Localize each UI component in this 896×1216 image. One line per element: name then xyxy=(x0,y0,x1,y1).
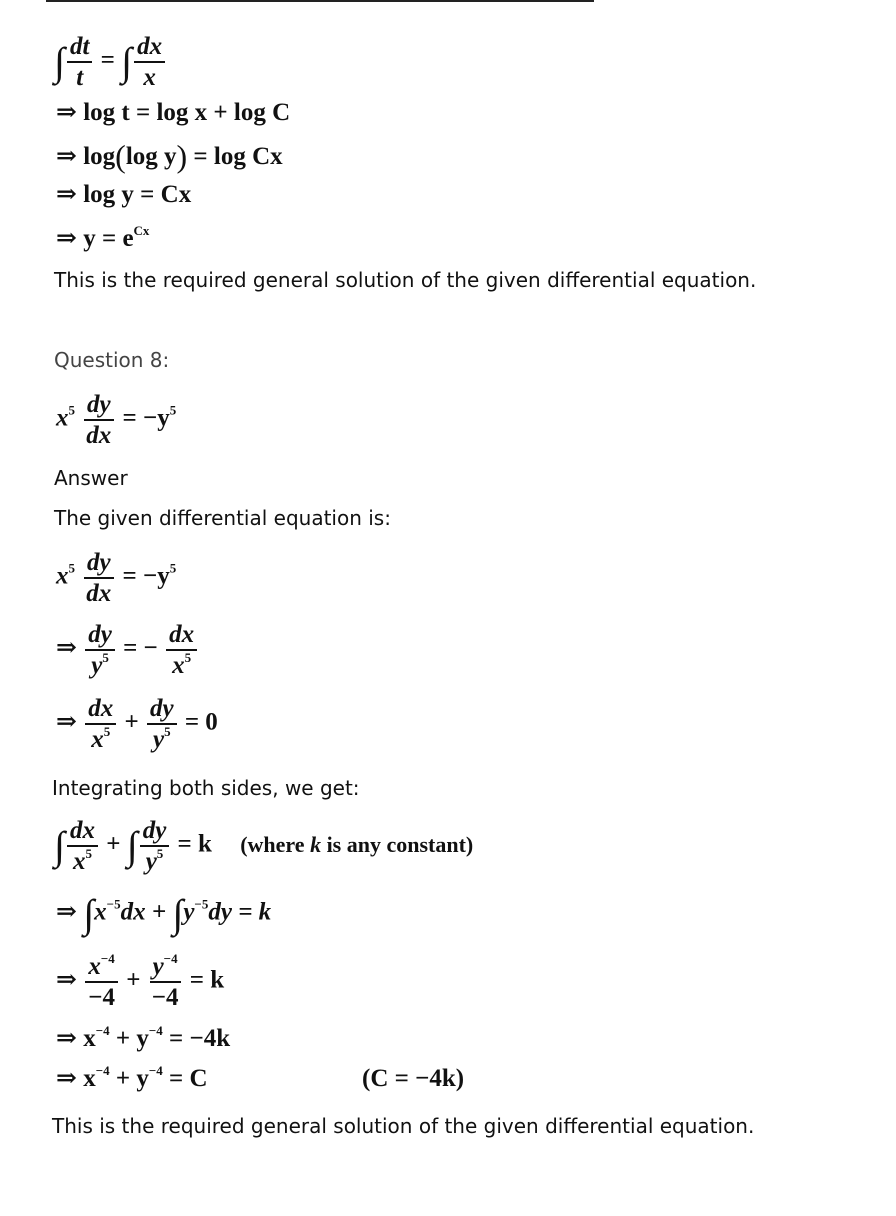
integral-line-5 xyxy=(56,1063,208,1092)
i1-dy: dy xyxy=(142,817,167,844)
i1-x-power: 5 xyxy=(85,846,92,861)
i2-y-power: −5 xyxy=(194,896,209,912)
i5-pow2: −4 xyxy=(148,1063,163,1078)
implies-arrow: ⇒ xyxy=(56,898,77,926)
a-dy-dx-fraction xyxy=(83,550,114,606)
e2-dy: dy xyxy=(88,621,112,648)
denominator-x: x xyxy=(143,64,156,91)
constant-definition: (C = −4k) xyxy=(362,1065,465,1092)
dx-over-x5 xyxy=(166,622,197,678)
integrating-text: Integrating both sides, we get: xyxy=(52,776,360,800)
top-border xyxy=(46,0,594,2)
close-paren: ) xyxy=(176,138,188,174)
fraction-dt-over-t xyxy=(67,34,92,90)
answer-intro: The given differential equation is: xyxy=(54,506,391,530)
integral-sign: ∫ xyxy=(54,39,65,84)
a-x: x xyxy=(56,562,69,590)
dy-over-y5 xyxy=(85,622,115,678)
i2-y: y xyxy=(183,898,195,926)
e2-y: y xyxy=(91,652,103,679)
a-x-power: 5 xyxy=(68,560,75,576)
integral-sign: ∫ xyxy=(172,891,184,936)
dy-over-y5 xyxy=(140,818,170,874)
exp-base: ⇒ y = e xyxy=(56,225,134,252)
plus-sign: + xyxy=(106,830,121,858)
log-step-2 xyxy=(56,140,283,172)
q-rhs-power: 5 xyxy=(169,402,177,418)
i1-dx: dx xyxy=(69,817,95,844)
a-dy: dy xyxy=(86,549,111,576)
conclusion-text-1: This is the required general solution of the given differential equation. xyxy=(54,268,757,292)
integral-line-3 xyxy=(56,951,225,1011)
numerator-dx: dx xyxy=(137,33,163,60)
note-a: (where xyxy=(240,831,311,857)
plus-sign: + xyxy=(126,966,141,994)
i4-b: + y xyxy=(109,1025,149,1052)
i4-pow2: −4 xyxy=(148,1023,163,1038)
i4-a: ⇒ x xyxy=(56,1025,96,1052)
answer-equation-3 xyxy=(56,696,218,752)
q-x-power: 5 xyxy=(68,402,75,418)
q-dy: dy xyxy=(86,391,111,418)
note-b: is any constant) xyxy=(321,831,474,857)
e2-x: x xyxy=(172,652,185,679)
question-equation xyxy=(56,392,176,448)
integral-line-4 xyxy=(56,1023,231,1052)
open-paren: ( xyxy=(115,138,126,174)
i1-y: y xyxy=(145,848,157,875)
i1-y-power: 5 xyxy=(156,846,164,861)
i4-c: = −4k xyxy=(162,1025,231,1052)
integral-sign: ∫ xyxy=(54,823,65,868)
i3-x-power: −4 xyxy=(100,951,115,966)
q-rhs: = −y xyxy=(122,404,170,432)
i3-y-power: −4 xyxy=(163,951,178,966)
integral-sign: ∫ xyxy=(126,823,138,868)
log-step-3: ⇒ log y = Cx xyxy=(56,181,192,208)
a-rhs: = −y xyxy=(122,562,170,590)
i5-pow1: −4 xyxy=(95,1063,110,1078)
fraction-dx-over-x xyxy=(134,34,165,90)
i3-den1: −4 xyxy=(88,984,115,1011)
exp-power: Cx xyxy=(133,223,150,238)
x-power-over-neg4 xyxy=(85,951,118,1011)
answer-label: Answer xyxy=(54,466,128,490)
integral-line-2 xyxy=(56,891,272,936)
e3-y-power: 5 xyxy=(164,724,171,739)
a-dx: dx xyxy=(86,580,112,607)
equals-sign: = xyxy=(100,46,115,74)
q-dy-dx-fraction xyxy=(83,392,114,448)
i3-y: y xyxy=(152,953,164,980)
i2-x: x xyxy=(94,898,107,926)
y-power-over-neg4 xyxy=(149,951,182,1011)
i5-c: = C xyxy=(162,1065,208,1092)
q-dx: dx xyxy=(86,422,112,449)
dx-over-x5 xyxy=(67,818,98,874)
i1-rhs: = k xyxy=(177,830,212,858)
i2-dx: dx + xyxy=(120,898,167,926)
e3-dx: dx xyxy=(88,695,114,722)
note-k: k xyxy=(310,831,322,857)
dy-over-y5 xyxy=(147,696,177,752)
implies-arrow: ⇒ xyxy=(56,966,77,994)
e2-x-power: 5 xyxy=(184,650,192,665)
log-prefix: ⇒ log xyxy=(56,143,116,170)
integral-sign: ∫ xyxy=(83,891,95,936)
i3-den2: −4 xyxy=(151,984,179,1011)
constant-note xyxy=(240,832,473,857)
q-x: x xyxy=(56,404,69,432)
e2-mid: = − xyxy=(123,634,158,662)
denominator-t: t xyxy=(76,64,84,91)
i3-rhs: = k xyxy=(189,966,225,994)
plus-sign: + xyxy=(124,708,139,736)
exp-solution xyxy=(56,223,150,252)
question-heading: Question 8: xyxy=(54,348,170,372)
i2-dy: dy = k xyxy=(208,898,272,926)
conclusion-text-2: This is the required general solution of the given differential equation. xyxy=(52,1114,755,1138)
e2-y-power: 5 xyxy=(102,650,109,665)
e2-dx: dx xyxy=(169,621,195,648)
i5-a: ⇒ x xyxy=(56,1065,96,1092)
a-rhs-power: 5 xyxy=(169,560,177,576)
e3-x-power: 5 xyxy=(103,724,111,739)
dx-over-x5 xyxy=(85,696,116,752)
i5-b: + y xyxy=(109,1065,149,1092)
implies-arrow: ⇒ xyxy=(56,708,77,736)
e3-x: x xyxy=(91,726,104,753)
integral-equation-line xyxy=(54,34,167,90)
i4-pow1: −4 xyxy=(95,1023,110,1038)
i3-x: x xyxy=(88,953,101,980)
log-step-1: ⇒ log t = log x + log C xyxy=(56,99,291,126)
integral-line-1 xyxy=(54,818,473,874)
inner-log: log y xyxy=(125,143,177,170)
answer-equation-1 xyxy=(56,550,176,606)
e3-dy: dy xyxy=(149,695,174,722)
e3-rhs: = 0 xyxy=(184,708,218,736)
integral-sign: ∫ xyxy=(121,39,133,84)
answer-equation-2 xyxy=(56,622,199,678)
i2-x-power: −5 xyxy=(106,896,121,912)
numerator-dt: dt xyxy=(69,33,90,60)
log-rhs: = log Cx xyxy=(193,143,283,170)
i1-x: x xyxy=(72,848,86,875)
implies-arrow: ⇒ xyxy=(56,634,77,662)
e3-y: y xyxy=(152,726,165,753)
